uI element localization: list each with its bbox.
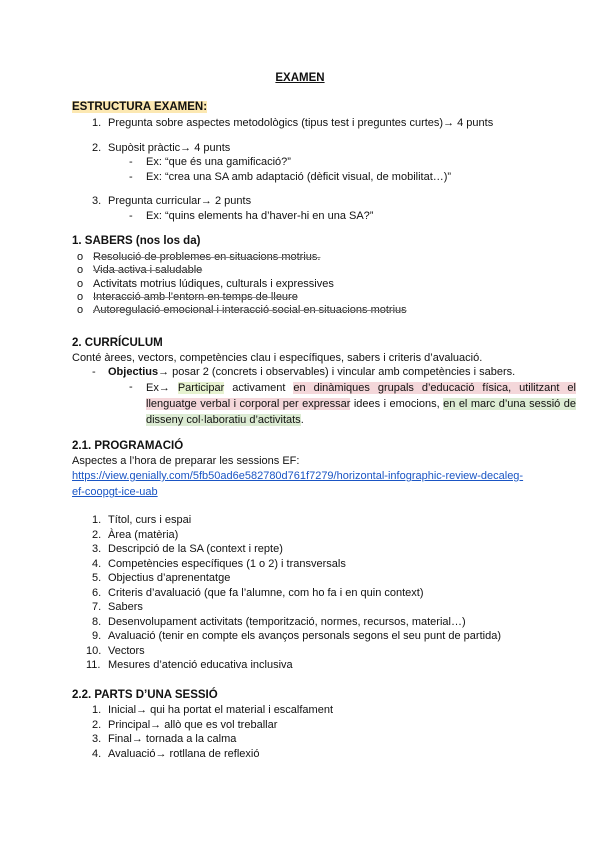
sabers-item: Interacció amb l’entorn en temps de lleure: [93, 291, 298, 303]
example-prefix: Ex→: [146, 382, 178, 394]
dash-bullet: -: [129, 210, 133, 222]
parts-item-text: Final→ tornada a la calma: [108, 733, 237, 745]
objectius-label: Objectius: [108, 366, 159, 378]
genially-link[interactable]: [72, 470, 523, 482]
objectius-text: → posar 2 (concrets i observables) i vincular amb competències i sabers.: [158, 366, 516, 378]
example-text: Ex: “quins elements ha d’haver-hi en una SA?”: [146, 210, 374, 222]
verb-highlight: Participar: [177, 382, 225, 394]
parts-item-text: Principal→ allò que es vol treballar: [108, 719, 278, 731]
estructura-item-text: Pregunta curricular→ 2 punts: [108, 195, 252, 207]
programacio-intro: Aspectes a l’hora de preparar les sessions EF:: [72, 455, 300, 467]
dash-bullet: -: [129, 381, 133, 393]
programacio-item-num: 8.: [92, 616, 102, 628]
example-part: .: [300, 414, 304, 426]
context-highlight: en dinàmiques grupals d’educació física, utilitzant el llenguatge verbal i corporal per expressar: [146, 382, 576, 410]
programacio-item-text: Desenvolupament activitats (temporització, normes, recursos, material…): [108, 616, 466, 628]
estructura-item-num: 3.: [92, 195, 102, 207]
circle-bullet: o: [77, 291, 84, 303]
genially-link-line[interactable]: ef-coopgt-ice-uab: [72, 486, 158, 498]
sabers-item: Autoregulació emocional i interacció social en situacions motrius: [93, 304, 407, 316]
programacio-item-num: 1.: [92, 514, 102, 526]
sabers-item: Activitats motrius lúdiques, culturals i expressives: [93, 278, 334, 290]
estructura-item-text: Supòsit pràctic→ 4 punts: [108, 142, 231, 154]
example-part: idees i emocions,: [350, 398, 444, 410]
programacio-item-num: 3.: [92, 543, 102, 555]
programacio-heading: 2.1. PROGRAMACIÓ: [72, 440, 184, 452]
programacio-item-num: 5.: [92, 572, 102, 584]
sabers-heading: 1. SABERS (nos los da): [72, 235, 201, 247]
curriculum-intro: Conté àrees, vectors, competències clau i específiques, sabers i criteris d’avaluació.: [72, 352, 483, 364]
programacio-item-num: 11.: [86, 659, 101, 671]
example-text: Ex: “crea una SA amb adaptació (dèficit visual, de mobilitat…)”: [146, 171, 452, 183]
programacio-item-text: Descripció de la SA (context i repte): [108, 543, 283, 555]
parts-item-text: Inicial→ qui ha portat el material i escalfament: [108, 704, 333, 716]
programacio-item-num: 7.: [92, 601, 102, 613]
parts-item-num: 1.: [92, 704, 102, 716]
programacio-item-text: Títol, curs i espai: [108, 514, 192, 526]
example-part: activament: [224, 382, 294, 394]
programacio-item-num: 4.: [92, 558, 102, 570]
estructura-heading: ESTRUCTURA EXAMEN:: [72, 101, 208, 113]
example-text: Ex: “que és una gamificació?”: [146, 156, 291, 168]
dash-bullet: -: [129, 171, 133, 183]
curriculum-heading: 2. CURRÍCULUM: [72, 337, 163, 349]
dash-bullet: -: [129, 156, 133, 168]
programacio-item-num: 10.: [86, 645, 102, 657]
dash-bullet: -: [92, 366, 96, 378]
objectius-example: [146, 380, 576, 428]
programacio-item-num: 9.: [92, 630, 102, 642]
programacio-item-text: Competències específiques (1 o 2) i transversals: [108, 558, 346, 570]
estructura-item-text: Pregunta sobre aspectes metodològics (tipus test i preguntes curtes)→ 4 punts: [108, 117, 494, 129]
programacio-item-text: Àrea (matèria): [108, 529, 179, 541]
programacio-item-text: Avaluació (tenir en compte els avanços personals segons el seu punt de partida): [108, 630, 501, 642]
programacio-item-num: 6.: [92, 587, 102, 599]
genially-link-line[interactable]: https://view.genially.com/5fb50ad6e582780d761f7279/horizontal-infographic-review-decaleg-: [72, 470, 524, 482]
parts-item-num: 2.: [92, 719, 102, 731]
sabers-item: Resolució de problemes en situacions motrius.: [93, 251, 321, 263]
document-title: EXAMEN: [275, 72, 325, 84]
circle-bullet: o: [77, 278, 84, 290]
framework-highlight: en el marc d’una sessió de disseny col·laboratiu d’activitats: [146, 398, 576, 426]
programacio-item-text: Objectius d’aprenentatge: [108, 572, 231, 584]
programacio-item-text: Vectors: [108, 645, 145, 657]
parts-heading: 2.2. PARTS D’UNA SESSIÓ: [72, 689, 218, 701]
circle-bullet: o: [77, 251, 84, 263]
objectius-line: [108, 366, 515, 378]
programacio-item-text: Sabers: [108, 601, 143, 613]
sabers-item: Vida activa i saludable: [93, 264, 203, 276]
parts-item-num: 3.: [92, 733, 102, 745]
programacio-item-text: Criteris d’avaluació (que fa l’alumne, com ho fa i en quin context): [108, 587, 424, 599]
genially-link[interactable]: [72, 486, 158, 498]
estructura-item-num: 1.: [92, 117, 102, 129]
programacio-item-num: 2.: [92, 529, 102, 541]
circle-bullet: o: [77, 264, 84, 276]
programacio-item-text: Mesures d’atenció educativa inclusiva: [108, 659, 293, 671]
circle-bullet: o: [77, 304, 84, 316]
parts-item-text: Avaluació→ rotllana de reflexió: [108, 748, 260, 760]
estructura-item-num: 2.: [92, 142, 102, 154]
parts-item-num: 4.: [92, 748, 102, 760]
